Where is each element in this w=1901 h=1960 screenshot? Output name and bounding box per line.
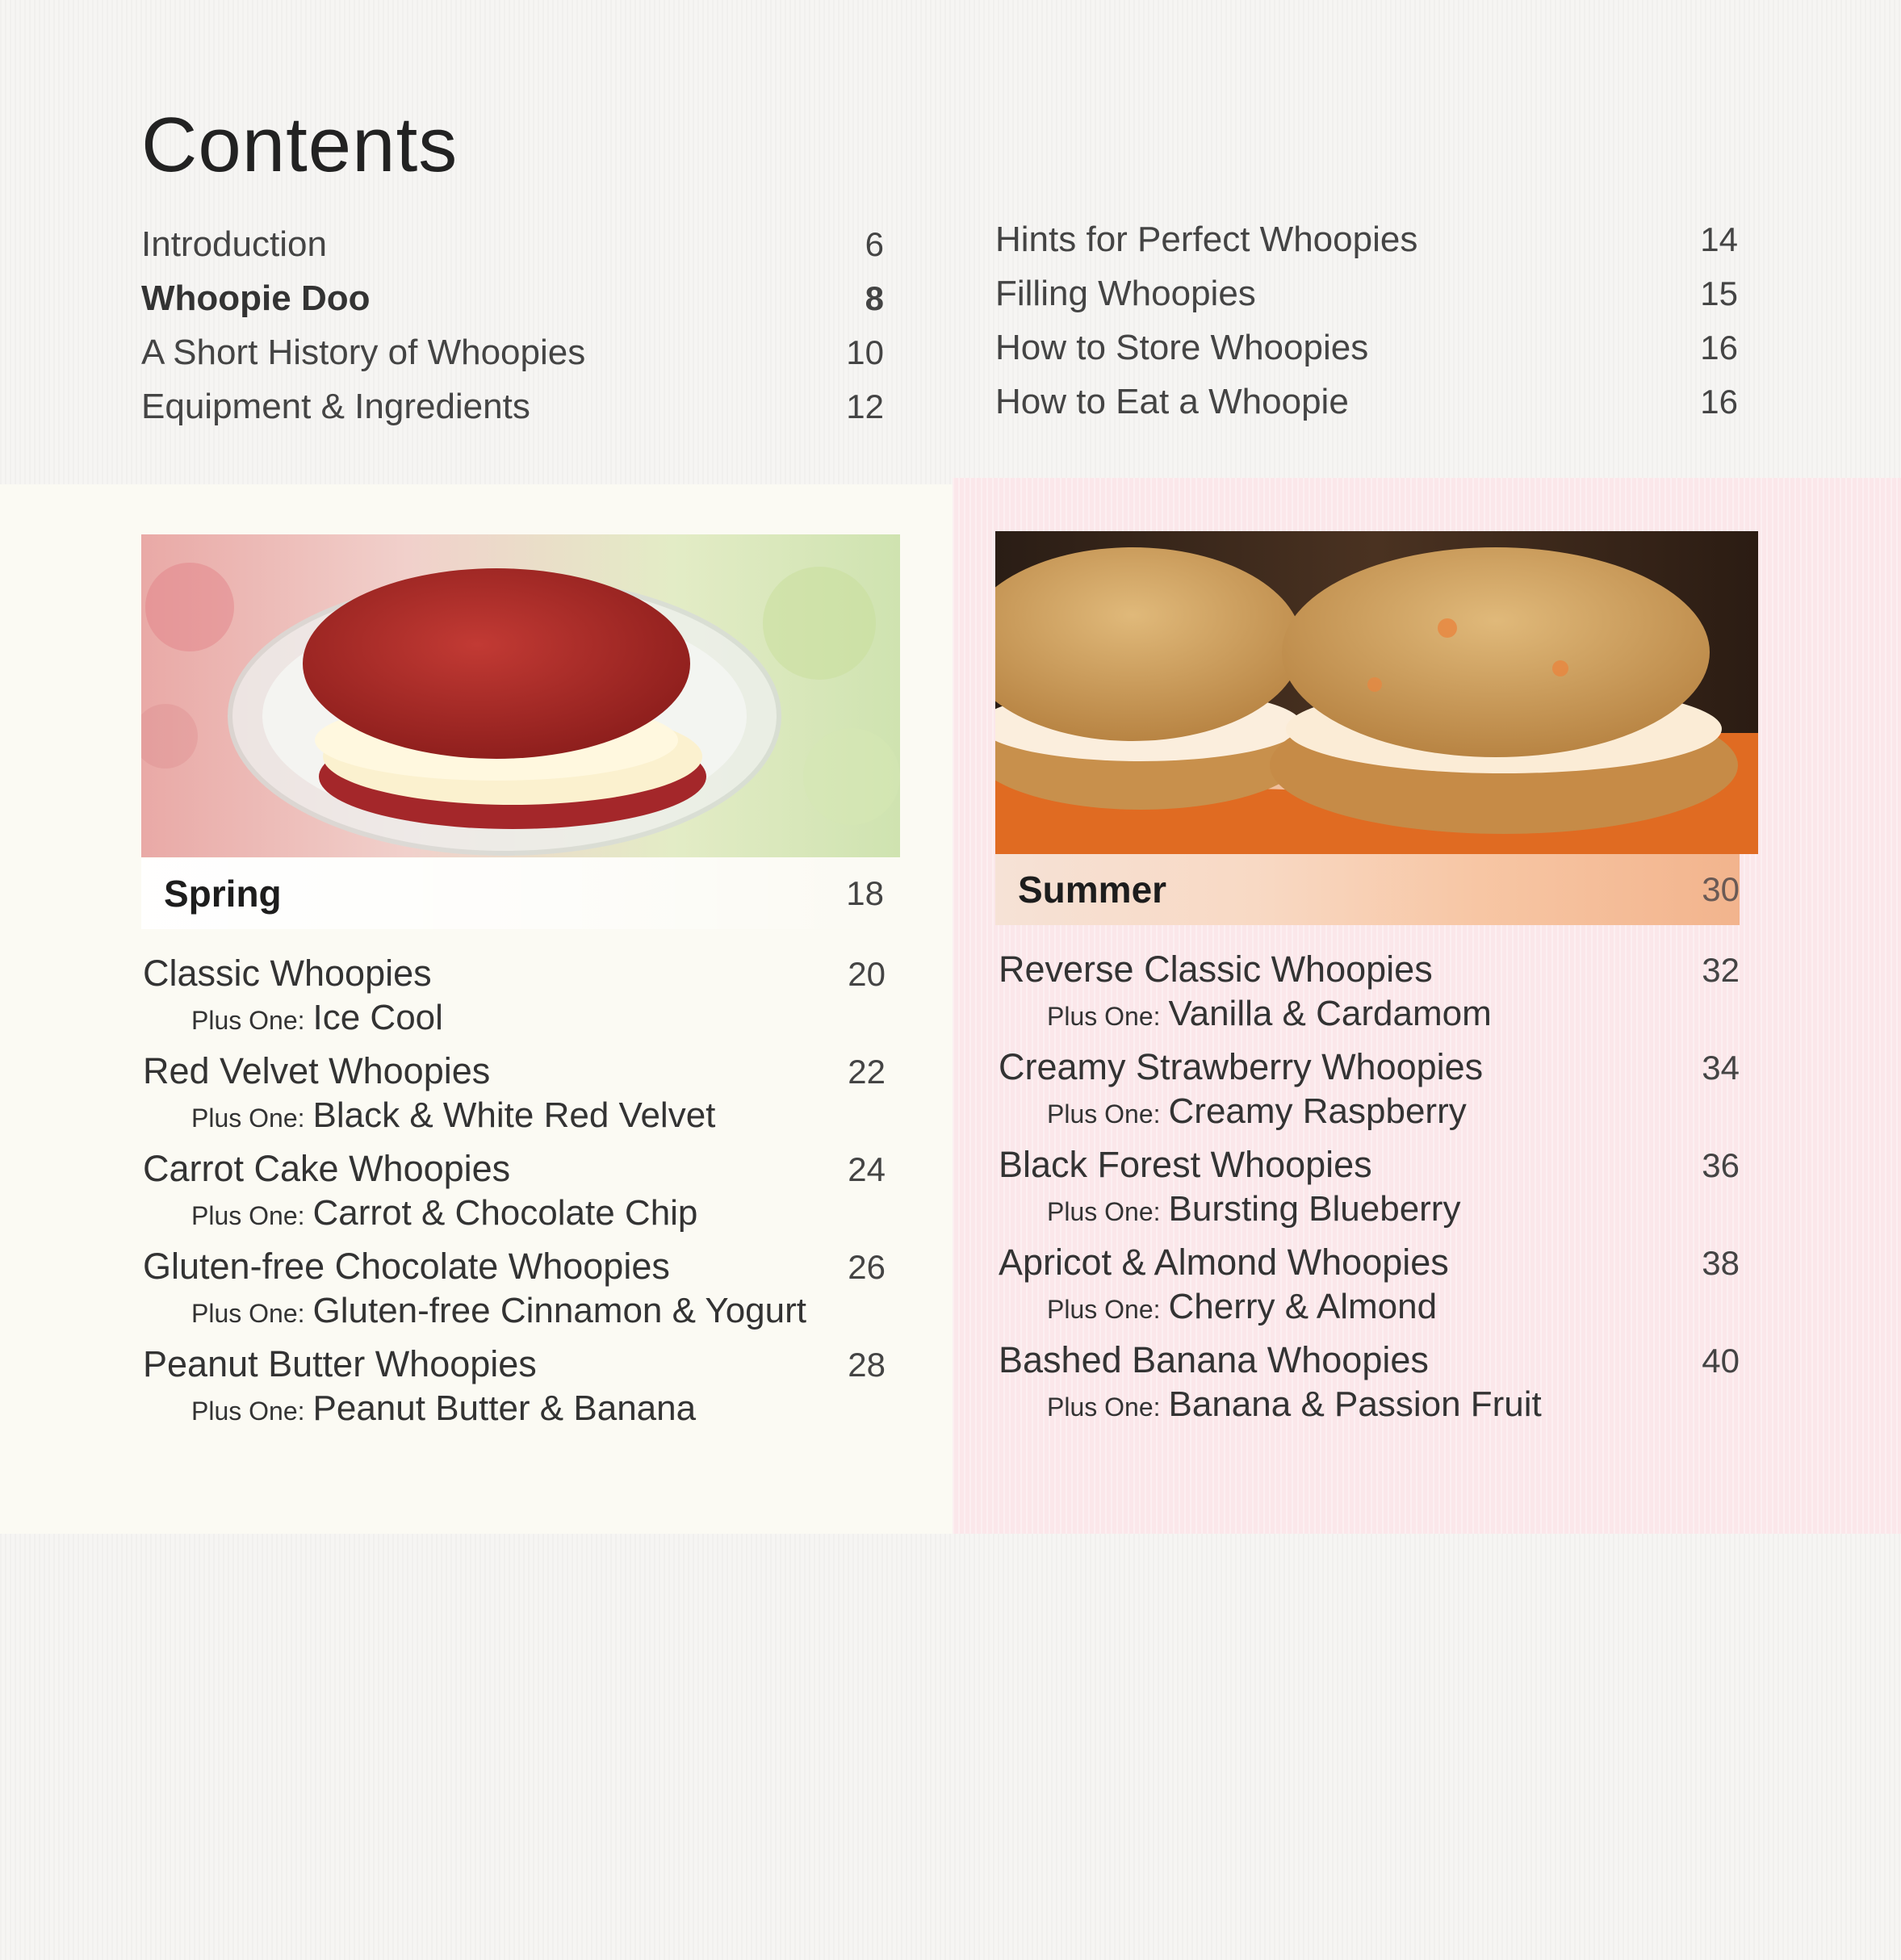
recipe-entry[interactable] [999,1242,1740,1339]
plus-one-label: Plus One: [1047,1295,1161,1324]
intro-list-left [141,224,884,441]
recipe-label: Peanut Butter Whoopies [143,1343,537,1384]
toc-entry-label: Equipment & Ingredients [141,387,530,426]
toc-entry-page: 16 [1700,383,1738,421]
plus-one-variant: Gluten-free Cinnamon & Yogurt [312,1291,807,1330]
recipe-entry[interactable] [999,1144,1740,1242]
page-title: Contents [141,102,459,188]
plus-one-variant: Peanut Butter & Banana [312,1388,697,1428]
toc-entry-page: 16 [1700,329,1738,366]
recipe-page: 36 [1702,1146,1740,1184]
recipe-page: 22 [848,1053,886,1091]
season-header-spring[interactable] [141,858,884,929]
recipe-page: 20 [848,955,886,993]
toc-entry-page: 6 [865,225,884,263]
recipe-label: Carrot Cake Whoopies [143,1148,511,1189]
toc-entry-hints[interactable] [995,220,1738,274]
toc-entry-store[interactable] [995,328,1738,382]
recipe-page: 34 [1702,1049,1740,1087]
recipe-page: 40 [1702,1342,1740,1380]
toc-entry-label: Introduction [141,224,327,264]
plus-one-label: Plus One: [191,1299,305,1328]
recipe-label: Black Forest Whoopies [999,1144,1372,1185]
plus-one-label: Plus One: [191,1006,305,1035]
toc-entry-short-history[interactable] [141,333,884,387]
intro-list-right [995,220,1738,436]
recipe-page: 32 [1702,951,1740,989]
toc-entry-introduction[interactable] [141,224,884,279]
toc-entry-eat[interactable] [995,382,1738,436]
plus-one-label: Plus One: [191,1397,305,1426]
recipe-page: 38 [1702,1244,1740,1282]
recipe-entry[interactable] [143,1148,886,1246]
toc-entry-label: Filling Whoopies [995,274,1256,313]
plus-one-variant: Cherry & Almond [1168,1287,1438,1326]
season-page: 18 [846,874,884,912]
season-name: Spring [164,873,282,915]
season-page: 30 [1702,870,1740,908]
recipe-label: Bashed Banana Whoopies [999,1339,1429,1380]
plus-one-label: Plus One: [191,1201,305,1230]
recipe-entry[interactable] [999,949,1740,1046]
recipe-label: Classic Whoopies [143,953,432,994]
plus-one-variant: Banana & Passion Fruit [1168,1384,1542,1424]
toc-entry-label: How to Store Whoopies [995,328,1369,367]
plus-one-label: Plus One: [1047,1002,1161,1031]
recipe-label: Creamy Strawberry Whoopies [999,1046,1484,1087]
spring-photo [141,534,900,857]
toc-entry-filling[interactable] [995,274,1738,328]
season-header-summer[interactable] [995,854,1740,925]
toc-entry-page: 8 [865,279,884,317]
toc-entry-page: 15 [1700,274,1738,312]
plus-one-label: Plus One: [1047,1393,1161,1422]
plus-one-variant: Creamy Raspberry [1168,1091,1467,1131]
plus-one-label: Plus One: [1047,1197,1161,1226]
toc-entry-page: 12 [846,387,884,425]
toc-entry-label: Hints for Perfect Whoopies [995,220,1418,259]
plus-one-variant: Vanilla & Cardamom [1168,994,1492,1033]
recipe-entry[interactable] [999,1339,1740,1437]
plus-one-label: Plus One: [191,1104,305,1133]
plus-one-variant: Carrot & Chocolate Chip [312,1193,698,1233]
spring-recipe-list [143,953,886,1441]
summer-recipe-list [999,949,1740,1437]
recipe-entry[interactable] [143,1343,886,1441]
plus-one-label: Plus One: [1047,1099,1161,1129]
recipe-label: Red Velvet Whoopies [143,1050,491,1091]
recipe-entry[interactable] [143,953,886,1050]
recipe-label: Gluten-free Chocolate Whoopies [143,1246,670,1287]
toc-entry-label: How to Eat a Whoopie [995,382,1349,421]
recipe-page: 26 [848,1248,886,1286]
recipe-label: Reverse Classic Whoopies [999,949,1433,990]
plus-one-variant: Ice Cool [312,998,443,1037]
toc-entry-page: 10 [846,333,884,371]
recipe-entry[interactable] [999,1046,1740,1144]
recipe-entry[interactable] [143,1246,886,1343]
plus-one-variant: Bursting Blueberry [1168,1189,1461,1229]
season-name: Summer [1018,869,1167,911]
plus-one-variant: Black & White Red Velvet [312,1095,716,1135]
summer-photo [995,531,1758,854]
toc-entry-label: A Short History of Whoopies [141,333,586,372]
recipe-entry[interactable] [143,1050,886,1148]
toc-entry-label: Whoopie Doo [141,279,371,318]
recipe-page: 24 [848,1150,886,1188]
toc-entry-page: 14 [1700,220,1738,258]
toc-entry-whoopie-doo[interactable] [141,279,884,333]
toc-entry-equipment[interactable] [141,387,884,441]
recipe-label: Apricot & Almond Whoopies [999,1242,1449,1283]
recipe-page: 28 [848,1346,886,1384]
